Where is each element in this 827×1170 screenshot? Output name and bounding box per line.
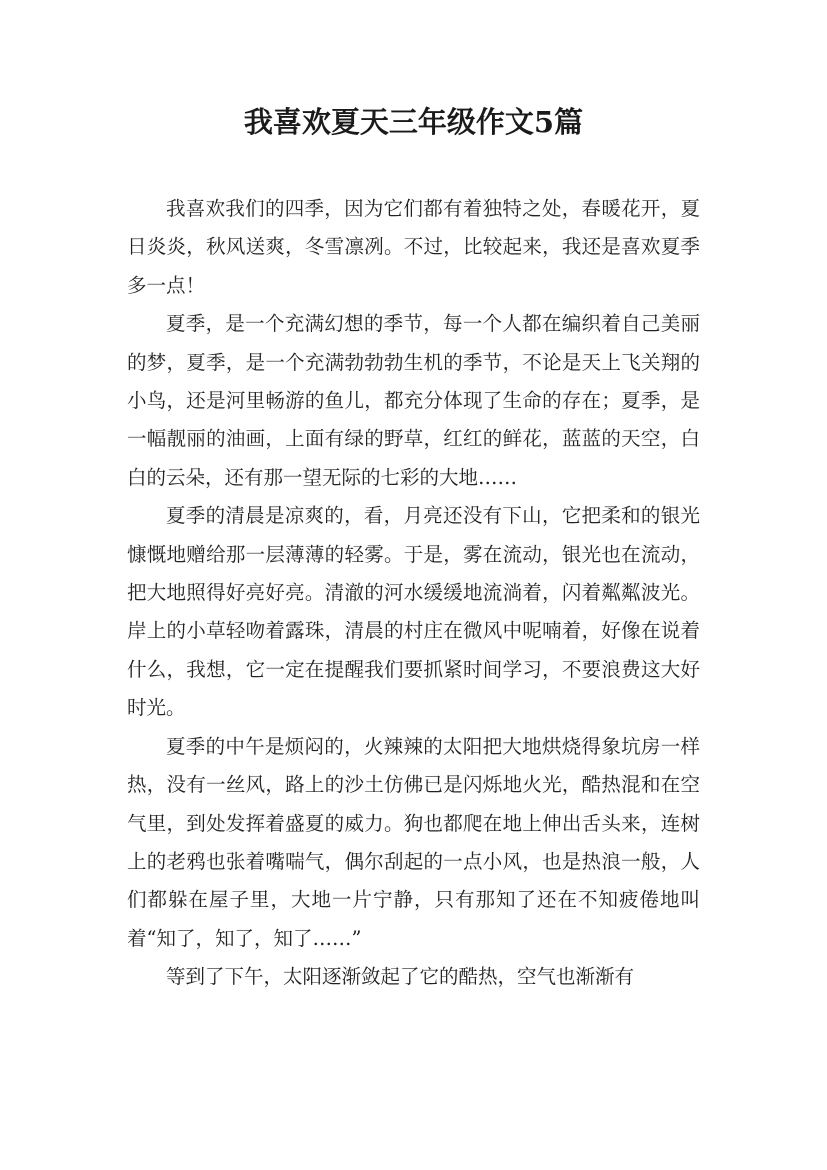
paragraph: 我喜欢我们的四季，因为它们都有着独特之处，春暖花开，夏日炎炎，秋风送爽，冬雪凛冽。不过，比较起来，我还是喜欢夏季多一点！ [127, 197, 700, 297]
paragraph: 夏季的清晨是凉爽的，看，月亮还没有下山，它把柔和的银光慷慨地赠给那一层薄薄的轻雾。于是，雾在流动，银光也在流动，把大地照得好亮好亮。清澈的河水缓缓地流淌着，闪着粼粼波光。岸上的小草轻吻着露珠，清晨的村庄在微风中呢喃着，好像在说着什么，我想，它一定在提醒我们要抓紧时间学习，不要浪费这大好时光。 [127, 504, 700, 720]
paragraph: 夏季，是一个充满幻想的季节，每一个人都在编织着自己美丽的梦，夏季，是一个充满勃勃勃生机的季节，不论是天上飞关翔的小鸟，还是河里畅游的鱼儿，都充分体现了生命的存在；夏季，是一幅靓丽的油画，上面有绿的野草，红红的鲜花，蓝蓝的天空，白白的云朵，还有那一望无际的七彩的大地…… [127, 312, 700, 489]
paragraph: 夏季的中午是烦闷的，火辣辣的太阳把大地烘烧得象坑房一样热，没有一丝风，路上的沙土仿佛已是闪烁地火光，酷热混和在空气里，到处发挥着盛夏的威力。狗也都爬在地上伸出舌头来，连树上的老鸦也张着嘴喘气，偶尔刮起的一点小风，也是热浪一般，人们都躲在屋子里，大地一片宁静，只有那知了还在不知疲倦地叫着“知了，知了，知了……” [127, 734, 700, 950]
paragraph: 等到了下午，太阳逐渐敛起了它的酷热，空气也渐渐有 [166, 965, 635, 989]
document-body [127, 190, 700, 997]
document-title: 我喜欢夏天三年级作文5篇 [243, 105, 584, 139]
